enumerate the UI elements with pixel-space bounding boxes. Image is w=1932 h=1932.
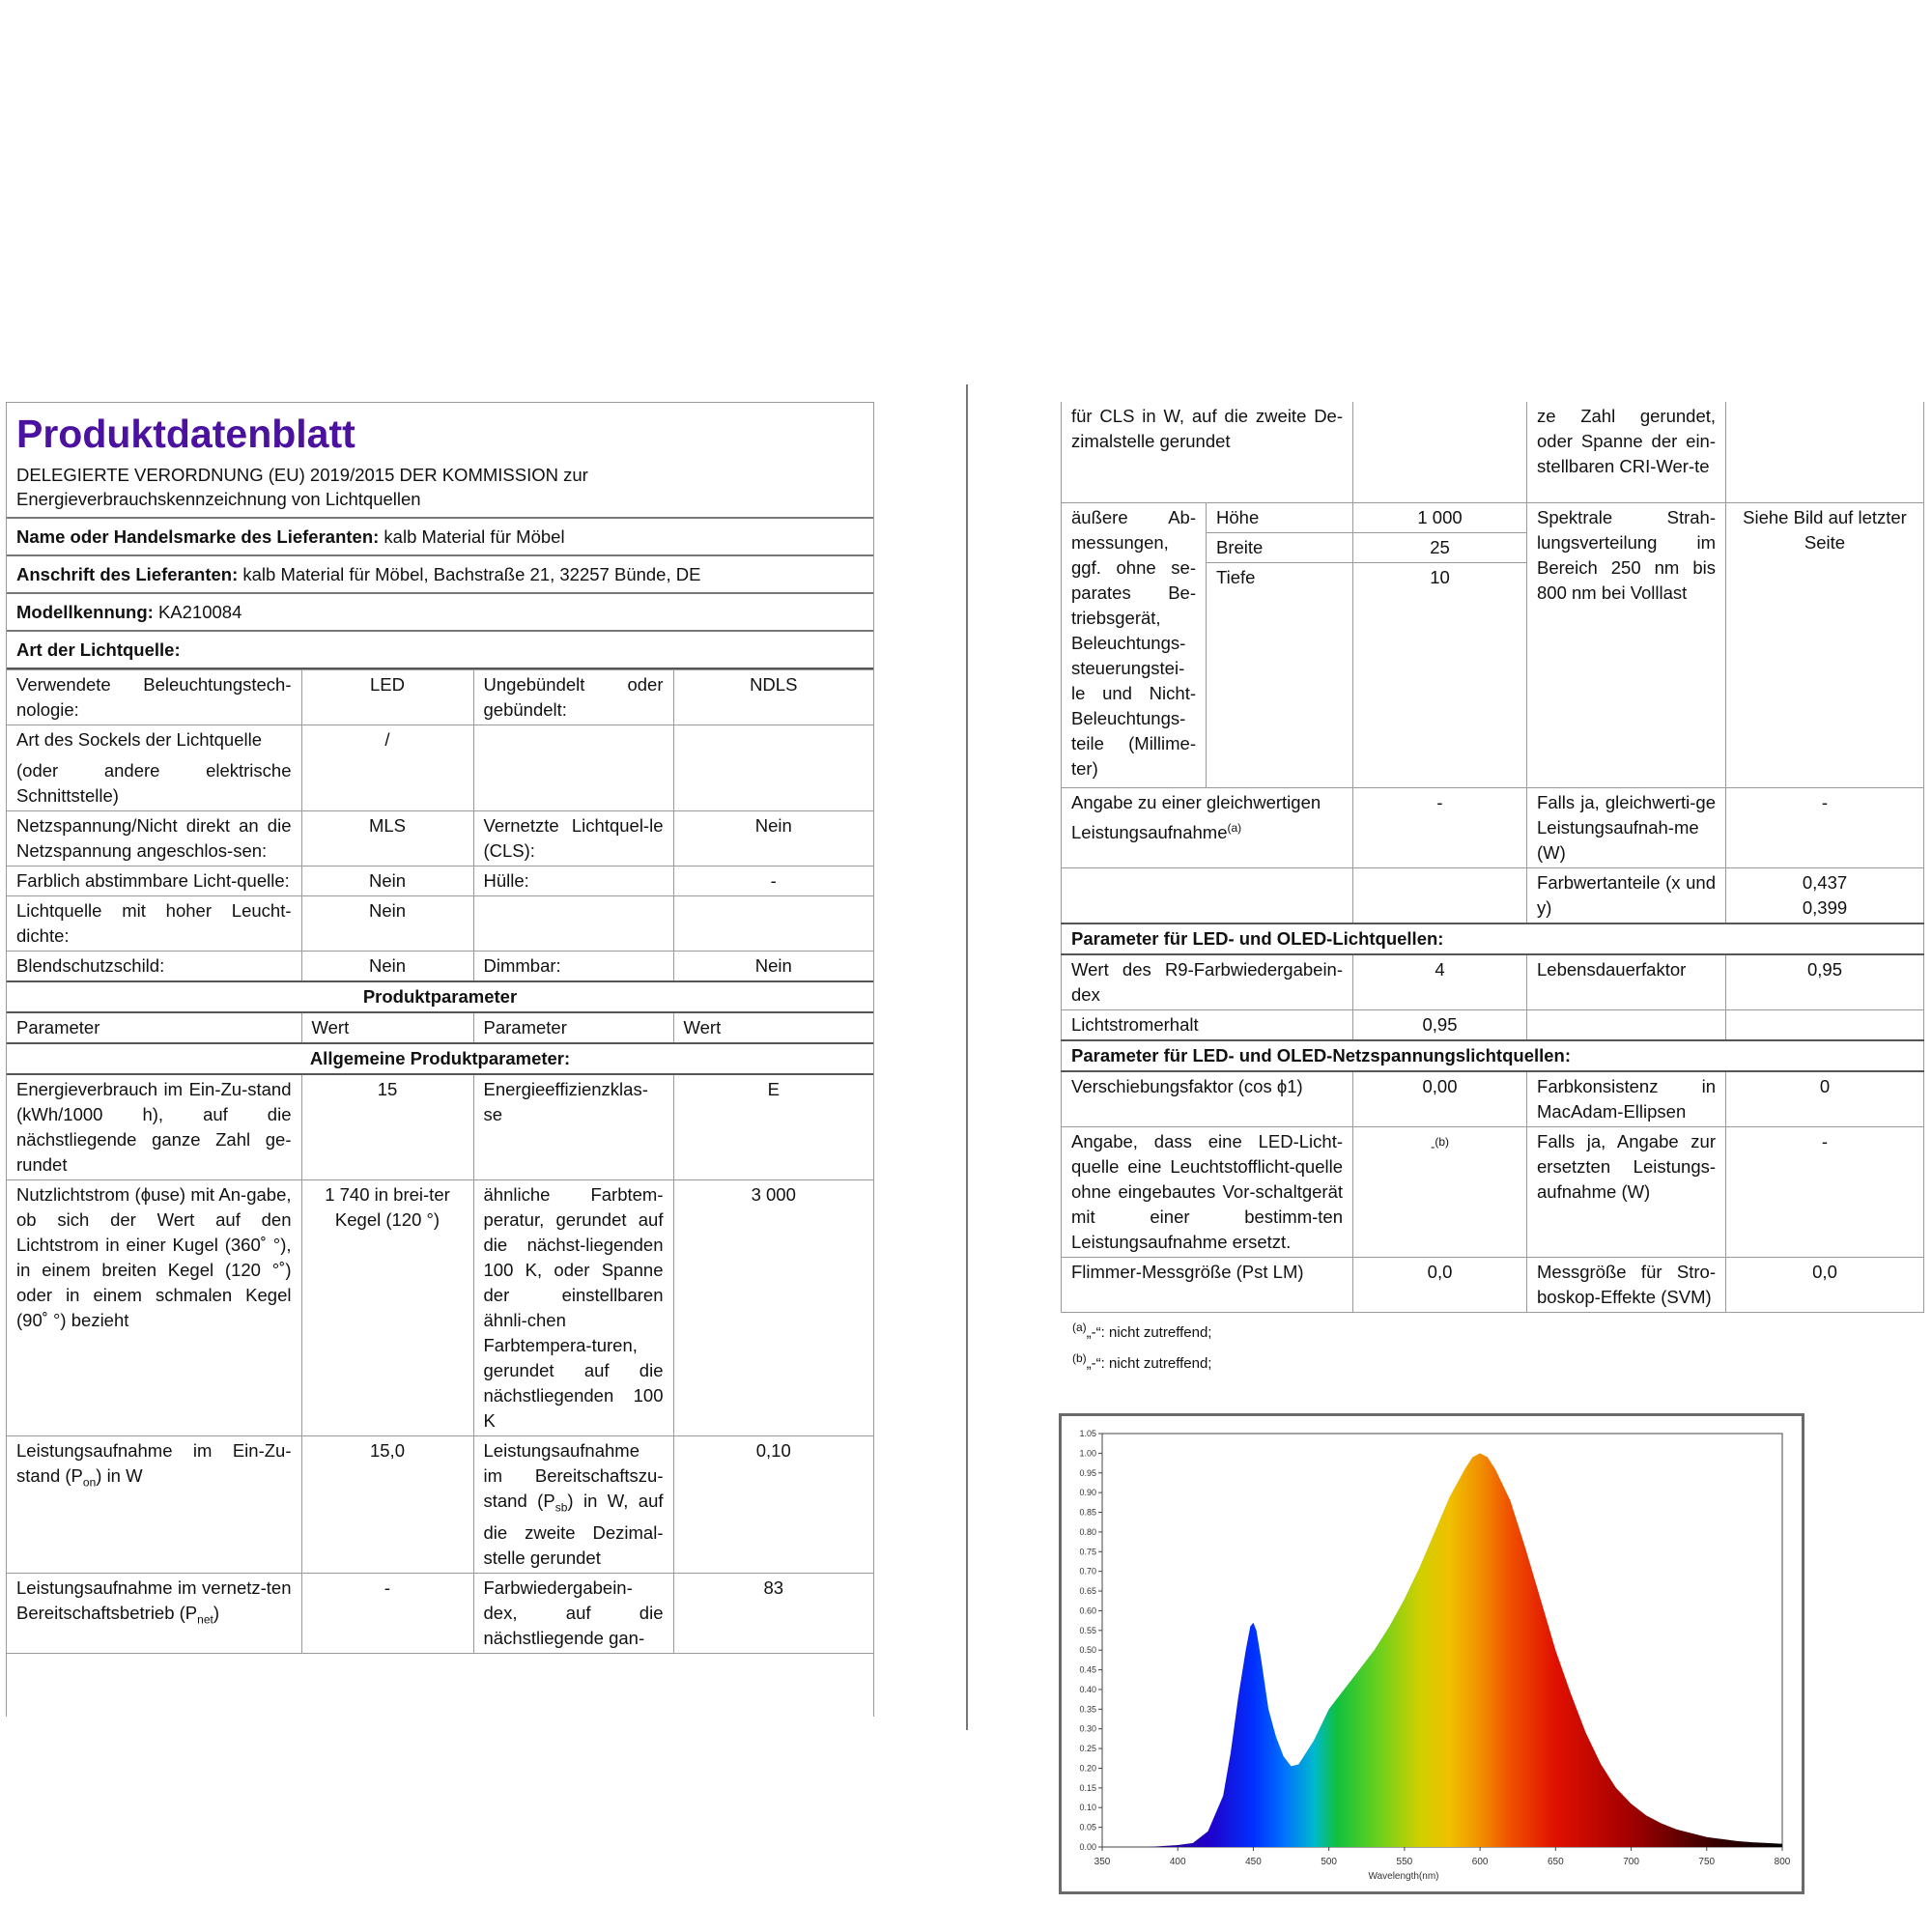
cell-value: 1 740 in brei-ter Kegel (120 °) bbox=[301, 1180, 473, 1436]
cell-label: äußere Ab-messungen, ggf. ohne se-parates Be-triebsgerät, Beleuchtungs-steuerungstei-le und Nicht-Beleuchtungs-teile (Millime-ter) bbox=[1062, 503, 1207, 788]
x-tick-label: 800 bbox=[1774, 1857, 1791, 1867]
cell-label: Farbwiedergabein-dex, auf die nächstliegende gan- bbox=[473, 1573, 673, 1653]
footnote-b-text: „-“: nicht zutreffend; bbox=[1086, 1355, 1212, 1372]
x-tick-label: 700 bbox=[1623, 1857, 1639, 1867]
supplier-name-value: kalb Material für Möbel bbox=[384, 526, 565, 547]
x-tick-label: 500 bbox=[1321, 1857, 1338, 1867]
cell-value: 4 bbox=[1353, 954, 1527, 1010]
table-row bbox=[7, 1012, 873, 1043]
cell-label: Flimmer-Messgröße (Pst LM) bbox=[1062, 1258, 1353, 1313]
table-row bbox=[7, 981, 873, 1012]
table-row bbox=[1062, 1071, 1924, 1127]
pnet-label-sub: net bbox=[197, 1612, 213, 1627]
regulation-line-2: Energieverbrauchskennzeichnung von Lichtquellen bbox=[16, 489, 421, 509]
dim-value: 10 bbox=[1353, 563, 1527, 788]
cell-label: Lichtquelle mit hoher Leucht-dichte: bbox=[7, 896, 301, 952]
chroma-x-value: 0,437 bbox=[1802, 872, 1848, 893]
pon-label-sub: on bbox=[82, 1475, 97, 1490]
cell-label: Spektrale Strah-lungsverteilung im Bereich 250 nm bis 800 nm bei Volllast bbox=[1527, 503, 1726, 788]
model-row bbox=[7, 594, 873, 632]
cell-empty bbox=[673, 725, 873, 811]
x-axis-label: Wavelength(nm) bbox=[1368, 1871, 1439, 1882]
table-row bbox=[1062, 1258, 1924, 1313]
cell-label: Falls ja, gleichwerti-ge Leistungsaufnah-me (W) bbox=[1527, 788, 1726, 868]
y-tick-label: 0.80 bbox=[1079, 1526, 1096, 1537]
cell-value: E bbox=[673, 1074, 873, 1180]
dim-label: Tiefe bbox=[1207, 563, 1353, 788]
cell-label: Verschiebungsfaktor (cos ϕ1) bbox=[1062, 1071, 1353, 1127]
params-table-continued bbox=[1061, 402, 1924, 1313]
footnote-a-mark: (a) bbox=[1072, 1321, 1087, 1334]
dim-label: Breite bbox=[1207, 533, 1353, 563]
table-row bbox=[7, 1180, 873, 1436]
dim-value: 1 000 bbox=[1353, 503, 1527, 533]
page-title: Produktdatenblatt bbox=[16, 412, 355, 456]
x-tick-label: 450 bbox=[1245, 1857, 1262, 1867]
y-tick-label: 0.50 bbox=[1079, 1645, 1096, 1656]
left-page bbox=[6, 402, 874, 1717]
table-row bbox=[7, 896, 873, 952]
cell-value: 0,10 bbox=[673, 1436, 873, 1574]
x-tick-label: 750 bbox=[1698, 1857, 1716, 1867]
table-row bbox=[1062, 402, 1924, 503]
footnote-a bbox=[1061, 1313, 1924, 1348]
y-tick-label: 0.35 bbox=[1079, 1704, 1096, 1715]
cell-value bbox=[1726, 868, 1924, 924]
table-row bbox=[7, 867, 873, 896]
cell-label: Farbkonsistenz in MacAdam-Ellipsen bbox=[1527, 1071, 1726, 1127]
cell-label: Falls ja, Angabe zur ersetzten Leistungs-aufnahme (W) bbox=[1527, 1127, 1726, 1258]
socket-label-line-2: (oder andere elektrische Schnittstelle) bbox=[16, 760, 292, 806]
replace-value: - bbox=[1431, 1139, 1435, 1154]
cell-label: Netzspannung/Nicht direkt an die Netzspannung angeschlos-sen: bbox=[7, 811, 301, 867]
cell-value: Nein bbox=[301, 867, 473, 896]
cell-label: Blendschutzschild: bbox=[7, 952, 301, 982]
cell-label bbox=[1062, 788, 1353, 868]
socket-label-line-1: Art des Sockels der Lichtquelle bbox=[16, 729, 262, 750]
table-row bbox=[1062, 1040, 1924, 1071]
cell-label: ze Zahl gerundet, oder Spanne der ein-stellbaren CRI-Wer-te bbox=[1527, 402, 1726, 503]
cell-label: Wert des R9-Farbwiedergabein-dex bbox=[1062, 954, 1353, 1010]
cell-value: / bbox=[301, 725, 473, 811]
supplier-name-row bbox=[7, 519, 873, 556]
cell-empty bbox=[673, 896, 873, 952]
cell-value: 0,00 bbox=[1353, 1071, 1527, 1127]
y-tick-label: 0.85 bbox=[1079, 1507, 1096, 1518]
table-row bbox=[1062, 923, 1924, 954]
cell-value: Siehe Bild auf letzter Seite bbox=[1726, 503, 1924, 788]
pnet-label: Leistungsaufnahme im vernetz-ten Bereitschaftsbetrieb (P bbox=[16, 1577, 292, 1623]
lightsource-table bbox=[7, 669, 873, 1654]
cell-label: Hülle: bbox=[473, 867, 673, 896]
cell-value: 3 000 bbox=[673, 1180, 873, 1436]
model-label: Modellkennung: bbox=[16, 602, 154, 622]
lightsource-type-row bbox=[7, 632, 873, 669]
cell-label: Energieverbrauch im Ein-Zu-stand (kWh/1000 h), auf die nächstliegende ganze Zahl ge-rundet bbox=[7, 1074, 301, 1180]
pnet-label-end: ) bbox=[213, 1602, 220, 1623]
cell-label: Energieeffizienzklas-se bbox=[473, 1074, 673, 1180]
cell-label: Lichtstromerhalt bbox=[1062, 1010, 1353, 1041]
model-value: KA210084 bbox=[157, 602, 242, 622]
y-tick-label: 1.05 bbox=[1079, 1429, 1096, 1438]
footnote-b-mark: (b) bbox=[1072, 1351, 1087, 1365]
cell-value: Nein bbox=[301, 896, 473, 952]
cell-empty bbox=[1062, 868, 1353, 924]
column-header: Parameter bbox=[7, 1012, 301, 1043]
regulation-line-1: DELEGIERTE VERORDNUNG (EU) 2019/2015 DER KOMMISSION zur bbox=[16, 465, 588, 485]
table-row bbox=[7, 1436, 873, 1574]
table-row bbox=[7, 811, 873, 867]
y-tick-label: 0.55 bbox=[1079, 1625, 1096, 1635]
cell-value: 0 bbox=[1726, 1071, 1924, 1127]
y-tick-label: 0.45 bbox=[1079, 1664, 1096, 1675]
supplier-address-label: Anschrift des Lieferanten: bbox=[16, 564, 239, 584]
cell-value: Nein bbox=[301, 952, 473, 982]
y-tick-label: 0.65 bbox=[1079, 1586, 1096, 1597]
footnote-ref: (b) bbox=[1435, 1135, 1450, 1149]
y-tick-label: 0.10 bbox=[1079, 1803, 1096, 1813]
footnote-b bbox=[1061, 1344, 1924, 1378]
column-header: Parameter bbox=[473, 1012, 673, 1043]
cell-value: 0,0 bbox=[1353, 1258, 1527, 1313]
cell-empty bbox=[1527, 1010, 1726, 1041]
cell-value: LED bbox=[301, 670, 473, 725]
cell-empty bbox=[1353, 868, 1527, 924]
general-params-header: Allgemeine Produktparameter: bbox=[7, 1043, 873, 1074]
cell-label: Vernetzte Lichtquel-le (CLS): bbox=[473, 811, 673, 867]
dim-value: 25 bbox=[1353, 533, 1527, 563]
y-tick-label: 0.20 bbox=[1079, 1763, 1096, 1774]
y-tick-label: 0.70 bbox=[1079, 1566, 1096, 1577]
led-params-header: Parameter für LED- und OLED-Lichtquellen: bbox=[1062, 923, 1924, 954]
supplier-address-value: kalb Material für Möbel, Bachstraße 21, 32257 Bünde, DE bbox=[242, 564, 701, 584]
cell-label bbox=[473, 1436, 673, 1574]
column-header: Wert bbox=[673, 1012, 873, 1043]
cell-value: 83 bbox=[673, 1573, 873, 1653]
cell-value: 0,95 bbox=[1353, 1010, 1527, 1041]
x-tick-label: 600 bbox=[1471, 1857, 1489, 1867]
cell-label: für CLS in W, auf die zweite De-zimalstelle gerundet bbox=[1062, 402, 1353, 503]
y-tick-label: 0.15 bbox=[1079, 1782, 1096, 1793]
cell-value: NDLS bbox=[673, 670, 873, 725]
cell-empty bbox=[1726, 1010, 1924, 1041]
table-row bbox=[7, 1573, 873, 1653]
right-page bbox=[1061, 402, 1924, 1378]
cell-empty bbox=[1726, 402, 1924, 503]
cell-label: Nutzlichtstrom (ϕuse) mit An-gabe, ob sich der Wert auf den Lichtstrom in einer Kugel (360˚ °), in einem breiten Kegel (120 °˚) oder in einem schmalen Kegel (90˚ °) bezieht bbox=[7, 1180, 301, 1436]
pon-label-end: ) in W bbox=[96, 1465, 143, 1486]
cell-label: Dimmbar: bbox=[473, 952, 673, 982]
cell-label: Messgröße für Stro-boskop-Effekte (SVM) bbox=[1527, 1258, 1726, 1313]
dim-label: Höhe bbox=[1207, 503, 1353, 533]
x-tick-label: 550 bbox=[1396, 1857, 1413, 1867]
psb-label: Leistungsaufnahme im Bereitschaftszu-stand (P bbox=[483, 1440, 664, 1511]
cell-value: - bbox=[301, 1573, 473, 1653]
table-row bbox=[1062, 788, 1924, 868]
cell-value: Nein bbox=[673, 952, 873, 982]
y-tick-label: 0.25 bbox=[1079, 1744, 1096, 1754]
lightsource-type-label: Art der Lichtquelle: bbox=[16, 639, 181, 660]
cell-label: ähnliche Farbtem-peratur, gerundet auf die nächst-liegenden 100 K, oder Spanne der einstellbaren ähnli-chen Farbtempera-turen, gerundet auf die nächstliegenden 100 K bbox=[473, 1180, 673, 1436]
x-tick-label: 650 bbox=[1547, 1857, 1564, 1867]
cell-value: 15,0 bbox=[301, 1436, 473, 1574]
product-params-header: Produktparameter bbox=[7, 981, 873, 1012]
cell-label bbox=[7, 725, 301, 811]
y-tick-label: 1.00 bbox=[1079, 1448, 1096, 1459]
cell-label: Farblich abstimmbare Licht-quelle: bbox=[7, 867, 301, 896]
y-tick-label: 0.30 bbox=[1079, 1723, 1096, 1734]
cell-value: MLS bbox=[301, 811, 473, 867]
table-row bbox=[7, 670, 873, 725]
cell-value: - bbox=[1726, 1127, 1924, 1258]
cell-value: Nein bbox=[673, 811, 873, 867]
page-divider bbox=[966, 384, 968, 1730]
spectrum-chart-frame bbox=[1059, 1413, 1804, 1894]
cell-value: 0,0 bbox=[1726, 1258, 1924, 1313]
cell-label: Farbwertanteile (x und y) bbox=[1527, 868, 1726, 924]
cell-empty bbox=[473, 896, 673, 952]
column-header: Wert bbox=[301, 1012, 473, 1043]
y-tick-label: 0.40 bbox=[1079, 1684, 1096, 1694]
y-tick-label: 0.95 bbox=[1079, 1467, 1096, 1478]
y-tick-label: 0.05 bbox=[1079, 1822, 1096, 1833]
pon-label: Leistungsaufnahme im Ein-Zu-stand (P bbox=[16, 1440, 292, 1486]
cell-value: - bbox=[1353, 788, 1527, 868]
psb-label-sub: sb bbox=[554, 1500, 568, 1515]
table-row bbox=[1062, 868, 1924, 924]
cell-empty bbox=[1353, 402, 1527, 503]
equiv-label: Angabe zu einer gleichwertigen Leistungsaufnahme bbox=[1071, 792, 1321, 843]
cell-label bbox=[7, 1573, 301, 1653]
psb-label-end: ) in W, auf die zweite Dezimal-stelle gerundet bbox=[483, 1491, 664, 1568]
regulation-subtitle bbox=[7, 459, 873, 519]
footnote-ref: (a) bbox=[1227, 821, 1242, 835]
cell-value: - bbox=[1726, 788, 1924, 868]
y-tick-label: 0.00 bbox=[1079, 1842, 1096, 1852]
mains-params-header: Parameter für LED- und OLED-Netzspannungslichtquellen: bbox=[1062, 1040, 1924, 1071]
y-tick-label: 0.75 bbox=[1079, 1547, 1096, 1557]
table-row bbox=[7, 1043, 873, 1074]
table-row bbox=[1062, 954, 1924, 1010]
cell-value bbox=[1353, 1127, 1527, 1258]
footnote-a-text: „-“: nicht zutreffend; bbox=[1086, 1324, 1212, 1341]
cell-label: Lebensdauerfaktor bbox=[1527, 954, 1726, 1010]
x-tick-label: 400 bbox=[1169, 1857, 1186, 1867]
table-row bbox=[7, 952, 873, 982]
table-row bbox=[7, 1074, 873, 1180]
table-row bbox=[7, 725, 873, 811]
table-row bbox=[1062, 503, 1924, 533]
y-tick-label: 0.60 bbox=[1079, 1605, 1096, 1616]
supplier-name-label: Name oder Handelsmarke des Lieferanten: bbox=[16, 526, 380, 547]
cell-label bbox=[7, 1436, 301, 1574]
chroma-y-value: 0,399 bbox=[1802, 897, 1848, 918]
cell-label: Angabe, dass eine LED-Licht-quelle eine Leuchtstofflicht-quelle ohne eingebautes Vor-schaltgerät mit einer bestimm-ten Leistungsaufnahme ersetzt. bbox=[1062, 1127, 1353, 1258]
cell-empty bbox=[473, 725, 673, 811]
supplier-address-row bbox=[7, 556, 873, 594]
cell-value: 15 bbox=[301, 1074, 473, 1180]
x-tick-label: 350 bbox=[1094, 1857, 1111, 1867]
spectrum-chart bbox=[1062, 1416, 1802, 1891]
table-row bbox=[1062, 1010, 1924, 1041]
cell-value: 0,95 bbox=[1726, 954, 1924, 1010]
cell-label: Ungebündelt oder gebündelt: bbox=[473, 670, 673, 725]
cell-value: - bbox=[673, 867, 873, 896]
cell-label: Verwendete Beleuchtungstech-nologie: bbox=[7, 670, 301, 725]
table-row bbox=[1062, 1127, 1924, 1258]
y-tick-label: 0.90 bbox=[1079, 1488, 1096, 1498]
